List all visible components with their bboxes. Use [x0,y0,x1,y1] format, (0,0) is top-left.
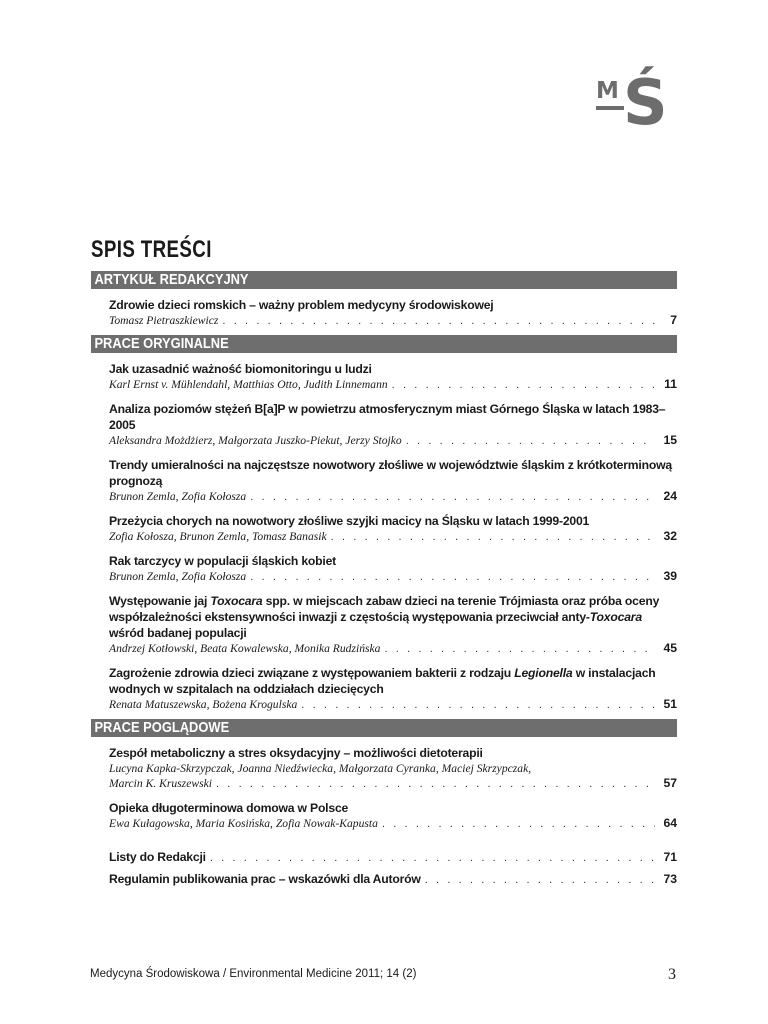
entry-line [109,641,677,657]
journal-citation: Medycyna Środowiskowa / Environmental Medicine 2011; 14 (2) [90,968,417,980]
entry-page: 64 [663,816,677,830]
section-heading-original [91,335,677,353]
entry-page: 71 [663,850,677,864]
entry-line [109,697,677,713]
toc-entry[interactable] [91,361,677,393]
leader-dots [250,490,655,505]
entry-title [109,593,677,641]
leader-dots [210,851,655,866]
entry-page: 7 [670,313,677,327]
entry-authors-line1: Lucyna Kapka-Skrzypczak, Joanna Niedźwiecka, Małgorzata Cyranka, Maciej Skrzypczak, [109,762,532,775]
leader-dots [301,698,655,713]
leader-dots [382,817,655,832]
entry-authors: Renata Matuszewska, Bożena Krogulska [109,698,298,711]
toc-entry[interactable] [91,457,677,505]
toc-entry[interactable] [91,513,677,545]
page-number: 3 [668,966,676,983]
section-heading-editorial [91,271,677,289]
entry-line [109,489,677,505]
entry-title: Listy do Redakcji [109,850,206,864]
entry-authors: Andrzej Kotłowski, Beata Kowalewska, Monika Rudzińska [109,642,381,655]
entry-page: 32 [663,529,677,543]
leader-dots [425,873,655,888]
toc-entry[interactable] [91,401,677,449]
entry-title: Rak tarczycy w populacji śląskich kobiet [109,554,337,568]
leader-dots [406,434,655,449]
entry-title [109,665,677,697]
entry-line [109,761,677,776]
entry-line [109,377,677,393]
section-heading-label: PRACE ORYGINALNE [94,335,229,352]
title-part: Występowanie jaj [109,594,211,608]
leader-dots [331,530,655,545]
title-part: w instalacjach wodnych w szpitalach na oddziałach dziecięcych [109,666,656,696]
logo-s: Ś [623,66,668,139]
entry-line [109,569,677,585]
entry-title: Zdrowie dzieci romskich – ważny problem medycyny środowiskowej [109,298,494,312]
journal-logo [596,66,676,142]
entry-authors: Karl Ernst v. Mühlendahl, Matthias Otto, Judith Linnemann [109,378,388,391]
toc-entry[interactable] [91,665,677,713]
title-part: Zagrożenie zdrowia dzieci związane z występowaniem bakterii z rodzaju [109,666,515,680]
section-heading-label: PRACE POGLĄDOWE [94,719,230,736]
table-of-contents [91,271,677,888]
title-part-italic: Toxocara [210,594,263,608]
toc-entry[interactable] [91,297,677,329]
entry-page: 51 [663,697,677,711]
title-part-italic: Toxocara [589,610,642,624]
entry-line [109,313,677,329]
entry-title: Regulamin publikowania prac – wskazówki dla Autorów [109,872,421,886]
entry-line [109,433,677,449]
entry-page: 45 [663,641,677,655]
entry-authors: Tomasz Pietraszkiewicz [109,314,219,327]
entry-title: Zespół metaboliczny a stres oksydacyjny – możliwości dietoterapii [109,746,483,760]
entry-page: 11 [664,377,677,391]
entry-authors: Brunon Zemla, Zofia Kołosza [109,490,247,503]
section-heading-review [91,719,677,737]
title-part-italic: Legionella [514,666,573,680]
leader-dots [250,570,655,585]
entry-authors: Aleksandra Możdżierz, Małgorzata Juszko-Piekut, Jerzy Stojko [109,434,402,447]
entry-authors: Marcin K. Kruszewski [109,777,212,790]
toc-entry[interactable] [91,745,677,792]
toc-entry[interactable] [91,800,677,832]
entry-page: 15 [663,433,677,447]
entry-page: 57 [663,776,677,790]
entry-title: Trendy umieralności na najczęstsze nowotwory złośliwe w województwie śląskim z krótkoterminową prognozą [109,458,672,488]
toc-entry-letters[interactable] [91,850,677,866]
entry-line [109,850,677,866]
leader-dots [392,378,655,393]
title-part: wśród badanej populacji [109,626,247,640]
entry-line [109,776,677,792]
entry-line [109,529,677,545]
toc-title: SPIS TREŚCI [91,236,212,263]
entry-authors: Brunon Zemla, Zofia Kołosza [109,570,247,583]
entry-page: 73 [663,872,677,886]
toc-entry[interactable] [91,593,677,657]
toc-entry[interactable] [91,553,677,585]
logo-bar [596,106,624,110]
entry-page: 39 [663,569,677,583]
toc-entry-guidelines[interactable] [91,872,677,888]
entry-page: 24 [663,489,677,503]
entry-title: Przeżycia chorych na nowotwory złośliwe szyjki macicy na Śląsku w latach 1999-2001 [109,514,590,528]
section-heading-label: ARTYKUŁ REDAKCYJNY [94,271,249,288]
leader-dots [216,777,655,792]
leader-dots [384,642,655,657]
leader-dots [222,314,655,329]
entry-line [109,872,677,888]
entry-line [109,816,677,832]
title-part: spp. w miejscach zabaw dzieci na terenie Trójmiasta oraz próba oceny współzależności ekstensywności inwazji z częstością występowania przeciwciał anty- [109,594,660,624]
entry-title: Jak uzasadnić ważność biomonitoringu u ludzi [109,362,372,376]
entry-title: Analiza poziomów stężeń B[a]P w powietrzu atmosferycznym miast Górnego Śląska w latach 1983–2005 [109,402,666,432]
entry-title: Opieka długoterminowa domowa w Polsce [109,801,349,815]
entry-authors: Zofia Kołosza, Brunon Zemla, Tomasz Banasik [109,530,327,543]
logo-m: M [596,78,618,104]
entry-authors: Ewa Kułagowska, Maria Kosińska, Zofia Nowak-Kapusta [109,817,378,830]
